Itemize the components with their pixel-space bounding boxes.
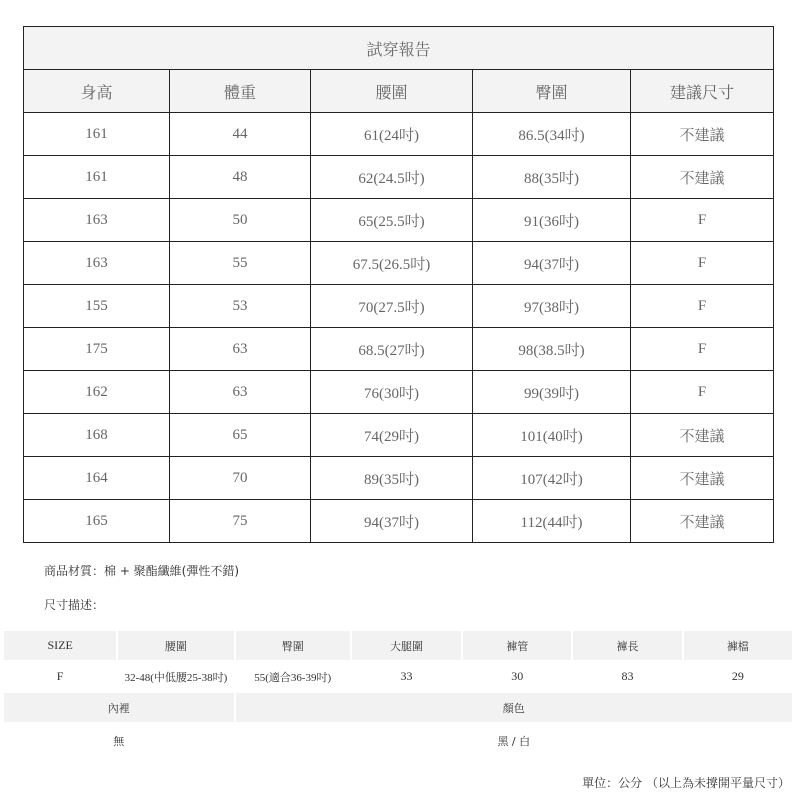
- cell-hip: 98(38.5吋): [473, 328, 631, 371]
- size-header-thigh: 大腿圍: [352, 631, 461, 660]
- cell-weight: 55: [170, 242, 311, 285]
- cell-height: 168: [24, 414, 170, 457]
- cell-weight: 70: [170, 457, 311, 500]
- cell-hip: 101(40吋): [473, 414, 631, 457]
- table-row: [24, 328, 774, 371]
- table-row: [24, 500, 774, 543]
- size-value-thigh: 33: [352, 662, 461, 691]
- size-header-hip: 臀圍: [236, 631, 350, 660]
- size-spec-table: [2, 629, 794, 760]
- table-row: [24, 371, 774, 414]
- size-value-color: 黑 / 白: [236, 724, 792, 758]
- cell-hip: 94(37吋): [473, 242, 631, 285]
- cell-weight: 44: [170, 113, 311, 156]
- table-row: [24, 156, 774, 199]
- extra-header-row: [4, 693, 792, 722]
- cell-suggested-size: F: [631, 285, 774, 328]
- report-title: 試穿報告: [24, 27, 774, 70]
- cell-weight: 75: [170, 500, 311, 543]
- cell-height: 162: [24, 371, 170, 414]
- cell-waist: 70(27.5吋): [311, 285, 473, 328]
- cell-hip: 112(44吋): [473, 500, 631, 543]
- cell-waist: 68.5(27吋): [311, 328, 473, 371]
- header-waist: 腰圍: [311, 70, 473, 113]
- cell-suggested-size: 不建議: [631, 113, 774, 156]
- size-value-lining: 無: [4, 724, 234, 758]
- cell-weight: 65: [170, 414, 311, 457]
- cell-height: 161: [24, 113, 170, 156]
- size-header-length: 褲長: [573, 631, 681, 660]
- cell-waist: 89(35吋): [311, 457, 473, 500]
- cell-waist: 61(24吋): [311, 113, 473, 156]
- size-value-hip: 55(適合36-39吋): [236, 662, 350, 691]
- cell-suggested-size: F: [631, 371, 774, 414]
- cell-hip: 86.5(34吋): [473, 113, 631, 156]
- size-value-size: F: [4, 662, 116, 691]
- size-value-waist: 32-48(中低腰25-38吋): [118, 662, 233, 691]
- cell-suggested-size: F: [631, 199, 774, 242]
- cell-height: 164: [24, 457, 170, 500]
- size-header-size: SIZE: [4, 631, 116, 660]
- cell-height: 163: [24, 242, 170, 285]
- cell-height: 155: [24, 285, 170, 328]
- table-row: [24, 285, 774, 328]
- table-row: [24, 242, 774, 285]
- try-on-report-table: [23, 26, 774, 543]
- size-header-lining: 內裡: [4, 693, 234, 722]
- table-row: [24, 414, 774, 457]
- cell-weight: 48: [170, 156, 311, 199]
- header-weight: 體重: [170, 70, 311, 113]
- cell-hip: 88(35吋): [473, 156, 631, 199]
- cell-hip: 91(36吋): [473, 199, 631, 242]
- header-hip: 臀圍: [473, 70, 631, 113]
- material-note: 商品材質：棉 + 聚酯纖維(彈性不錯): [44, 564, 240, 578]
- size-description-label: 尺寸描述：: [44, 598, 105, 612]
- table-row: [24, 113, 774, 156]
- cell-height: 175: [24, 328, 170, 371]
- cell-weight: 53: [170, 285, 311, 328]
- size-header-color: 顏色: [236, 693, 792, 722]
- cell-suggested-size: 不建議: [631, 457, 774, 500]
- cell-waist: 62(24.5吋): [311, 156, 473, 199]
- cell-suggested-size: 不建議: [631, 156, 774, 199]
- cell-suggested-size: 不建議: [631, 500, 774, 543]
- size-header-waist: 腰圍: [118, 631, 233, 660]
- size-header-rise: 褲檔: [684, 631, 792, 660]
- size-header-row: [4, 631, 792, 660]
- size-value-row: [4, 662, 792, 691]
- cell-height: 165: [24, 500, 170, 543]
- cell-height: 163: [24, 199, 170, 242]
- extra-value-row: [4, 724, 792, 758]
- cell-suggested-size: F: [631, 242, 774, 285]
- header-suggested-size: 建議尺寸: [631, 70, 774, 113]
- cell-height: 161: [24, 156, 170, 199]
- size-value-length: 83: [573, 662, 681, 691]
- cell-weight: 50: [170, 199, 311, 242]
- table-row: [24, 457, 774, 500]
- cell-suggested-size: F: [631, 328, 774, 371]
- cell-waist: 67.5(26.5吋): [311, 242, 473, 285]
- cell-weight: 63: [170, 328, 311, 371]
- unit-note: 單位：公分 （以上為未撐開平量尺寸）: [582, 776, 790, 790]
- cell-weight: 63: [170, 371, 311, 414]
- cell-waist: 74(29吋): [311, 414, 473, 457]
- cell-waist: 76(30吋): [311, 371, 473, 414]
- cell-hip: 99(39吋): [473, 371, 631, 414]
- size-header-leg-opening: 褲管: [463, 631, 571, 660]
- size-value-rise: 29: [684, 662, 792, 691]
- cell-hip: 97(38吋): [473, 285, 631, 328]
- size-value-leg-opening: 30: [463, 662, 571, 691]
- cell-suggested-size: 不建議: [631, 414, 774, 457]
- header-height: 身高: [24, 70, 170, 113]
- table-row: [24, 199, 774, 242]
- cell-waist: 94(37吋): [311, 500, 473, 543]
- cell-waist: 65(25.5吋): [311, 199, 473, 242]
- cell-hip: 107(42吋): [473, 457, 631, 500]
